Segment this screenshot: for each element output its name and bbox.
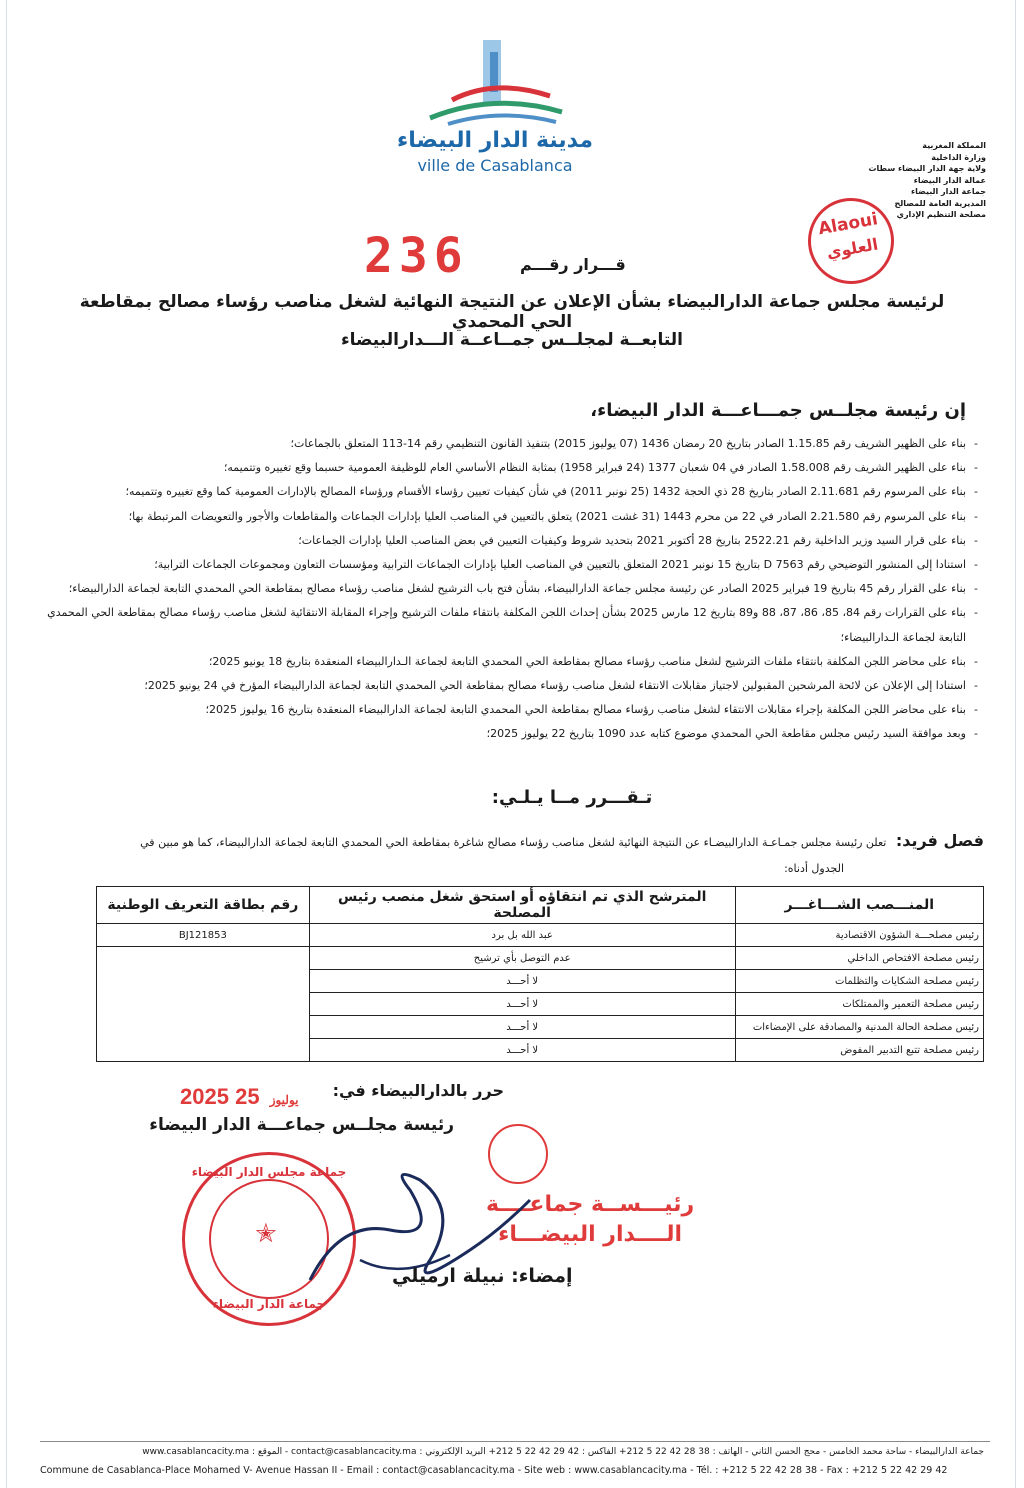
role-stamp-line1: رئيـــســة جماعــــة [486, 1192, 695, 1217]
logo-french-text: ville de Casablanca [417, 156, 573, 175]
decision-number: 236 [364, 228, 469, 284]
admin-line: مصلحة التنظيم الإداري [896, 210, 986, 219]
cell-cin-empty [97, 947, 310, 1062]
consideration-item: - بناء على الظهير الشريف رقم 1.58.008 الصادر في 04 شعبان 1377 (24 فبراير 1958) بمثابة النظام الأساسي العام للوظيفة العمومية حسبما وقع تغييره وتتميمه؛ [40, 456, 978, 480]
consideration-item: - بناء على قرار السيد وزير الداخلية رقم 2522.21 بتاريخ 28 أكتوبر 2021 بتحديد شروط وكيفيات التعيين في بعض المناصب العليا بإدارات الجماعات؛ [40, 529, 978, 553]
decides-heading: تـقـــرر مــا يـلـي: [491, 787, 653, 808]
decision-label: قـــرار رقـــم [520, 255, 626, 274]
article-lead: فصل فريد: [895, 831, 984, 850]
admin-line: ولاية جهة الدار البيضاء سطات [868, 164, 986, 173]
date-stamp [180, 1084, 303, 1110]
admin-line: المملكة المغربية [922, 141, 986, 150]
logo-mark-icon [390, 30, 600, 130]
cell-post: رئيس مصلحة الافتحاص الداخلي [735, 947, 983, 970]
consideration-item: - وبعد موافقة السيد رئيس مجلس مقاطعة الحي المحمدي موضوع كتابه عدد 1090 بتاريخ 22 يوليوز 2025؛ [40, 722, 978, 746]
consideration-item: - بناء على القرارات رقم 84، 85، 86، 87، 88 و89 بتاريخ 12 مارس 2025 بشأن إحداث اللجن المكلفة بانتقاء ملفات الترشيح وإجراء المقابلة الانتقائية لشغل مناصب رؤساء مصالح بمقاطعة الحي المحمدي التابعة لجماعة الـدارالبيضاء؛ [40, 601, 978, 649]
place-line: حرر بالدارالبيضاء في: [332, 1081, 504, 1100]
admin-line: عمالة الدار البيضاء [913, 175, 986, 185]
cell-candidate: لا أحـــد [309, 1016, 735, 1039]
considerations-list [40, 432, 978, 747]
role-stamp-line2: الــــدار البيضـــاء [498, 1222, 683, 1247]
consideration-item: - استنادا إلى الإعلان عن لائحة المرشحين المقبولين لاجتياز مقابلات الانتقاء لشغل مناصب رؤساء مصالح بمقاطعة الحي المحمدي التابعة لجماعة الدارالبيضاء المؤرخ في 24 يونيو 2025؛ [40, 674, 978, 698]
seal-star-icon: ✭ [255, 1219, 277, 1249]
cell-post: رئيس مصلحة الشكايات والتظلمات [735, 970, 983, 993]
admin-line: وزارة الداخلية [931, 152, 986, 162]
date-year: 2025 [180, 1084, 229, 1109]
preamble-intro: إن رئيسة مجلــس جمـــاعـــة الدار البيضاء، [590, 400, 966, 421]
table-header-row [97, 887, 984, 924]
consideration-item: - بناء على القرار رقم 45 بتاريخ 19 فبراير 2025 الصادر عن رئيسة مجلس جماعة الدارالبيضاء، بشأن فتح باب الترشيح لشغل مناصب رؤساء مصالح بمقاطعة الحي المحمدي التابعة لجماعة الدارالبيضاء؛ [40, 577, 978, 601]
cell-post: رئيس مصلحة التعمير والممتلكات [735, 993, 983, 1016]
header-vacant-post: المنـــصب الشـــاغـــر [735, 887, 983, 924]
cell-cin: BJ121853 [97, 924, 310, 947]
consideration-item: - استنادا إلى المنشور التوضيحي رقم D 7563 بتاريخ 15 نونبر 2021 المتعلق بالتعيين في المناصب العليا بإدارات الجماعات الترابية ومؤسسات التعاون ومجموعات الجماعات الترابية؛ [40, 553, 978, 577]
seal-top-text: جماعة مجلس الدار البيضاء [191, 1165, 347, 1179]
footer-arabic: جماعة الدارالبيضاء - ساحة محمد الخامس - محج الحسن الثاني - الهاتف : 38 28 42 22 5 212+ الفاكس : 42 29 42 22 5 212+ البريد الإلكتروني : contact@casablancacity.ma - الموقع : www.casablancacity.ma [142, 1447, 984, 1457]
consideration-item: - بناء على محاضر اللجن المكلفة بإجراء مقابلات الانتقاء لشغل مناصب رؤساء مصالح بمقاطعة الحي المحمدي التابعة لجماعة الدارالبيضاء المنعقدة بتاريخ 16 يوليوز 2025؛ [40, 698, 978, 722]
cell-post: رئيس مصلحـــة الشؤون الاقتصادية [735, 924, 983, 947]
cell-candidate: عدم التوصل بأي ترشيح [309, 947, 735, 970]
consideration-item: - بناء على المرسوم رقم 2.11.681 الصادر بتاريخ 28 ذي الحجة 1432 (25 نونبر 2011) في شأن كيفيات تعيين رؤساء الأقسام ورؤساء المصالح بالإدارات العمومية كما وقع تغييره وتتميمه؛ [40, 480, 978, 504]
cell-candidate: عبد الله بل برد [309, 924, 735, 947]
consideration-item: - بناء على الظهير الشريف رقم 1.15.85 الصادر بتاريخ 20 رمضان 1436 (07 يوليوز 2015) بتنفيذ القانون التنظيمي رقم 14-113 المتعلق بالجماعات؛ [40, 432, 978, 456]
admin-line: جماعة الدار البيضاء [911, 187, 986, 196]
stamp-arabic-name: العلوي [825, 234, 880, 263]
signer-name: إمضاء: نبيلة ارميلي [392, 1265, 573, 1287]
single-article [80, 828, 984, 856]
footer-french: Commune de Casablanca-Place Mohamed V- Avenue Hassan II - Email : contact@casablancacity.ma - Site web : www.casablancacity.ma - Tél. : +212 5 22 42 28 38 - Fax : +212 5 22 42 29 42 [40, 1465, 948, 1476]
consideration-item: - بناء على المرسوم رقم 2.21.580 الصادر في 22 من محرم 1443 (31 غشت 2021) يتعلق بالتعيين في المناصب العليا بإدارات الجماعات والمقاطعات والأجور والتعويضات المرتبطة بها؛ [40, 505, 978, 529]
decision-title-line2: التابعــة لمجلــس جمــاعــة الـــدارالبيضاء [340, 330, 683, 350]
city-logo [390, 30, 600, 180]
stamp-latin-name: Alaoui [816, 209, 880, 240]
date-day: 25 [235, 1084, 260, 1109]
cell-candidate: لا أحـــد [309, 1039, 735, 1062]
scan-edge-left [6, 0, 7, 1488]
admin-line: المديرية العامة للمصالح [894, 198, 986, 208]
table-row [97, 947, 984, 970]
date-month: يوليوز [269, 1093, 299, 1107]
signer-title: رئيسة مجلــس جماعـــة الدار البيضاء [149, 1115, 454, 1135]
scan-edge-right [1015, 0, 1016, 1488]
header-selected-candidate: المترشح الذي تم انتقاؤه أو استحق شغل منصب رئيس المصلحة [309, 887, 735, 924]
consideration-item: - بناء على محاضر اللجن المكلفة بانتقاء ملفات الترشيح لشغل مناصب رؤساء مصالح بمقاطعة الحي المحمدي التابعة لجماعة الـدارالبيضاء المنعقدة بتاريخ 18 يونيو 2025؛ [40, 650, 978, 674]
table-row [97, 924, 984, 947]
article-text: تعلن رئيسة مجلس جمـاعـة الدارالبيضـاء عن النتيجة النهائية لشغل مناصب رؤساء مصالح شاغرة بمقاطعة الحي المحمدي التابعة لجماعة الدارالبيضاء، كما هو مبين في [140, 836, 887, 849]
footer-divider [40, 1441, 990, 1442]
cell-post: رئيس مصلحة تتبع التدبير المفوض [735, 1039, 983, 1062]
cell-candidate: لا أحـــد [309, 993, 735, 1016]
decision-title-line1: لرئيسة مجلس جماعة الدارالبيضاء بشأن الإعلان عن النتيجة النهائية لشغل مناصب رؤساء مصالح بمقاطعة الحي المحمدي [79, 292, 945, 332]
header-national-id: رقم بطاقة التعريف الوطنية [97, 887, 310, 924]
article-below: الجدول أدناه: [784, 862, 844, 875]
seal-bottom-text: جماعة الدار البيضاء [212, 1297, 326, 1311]
results-table [96, 886, 984, 1062]
logo-arabic-text: مدينة الدار البيضاء [397, 128, 593, 153]
cell-post: رئيس مصلحة الحالة المدنية والمصادقة على الإمضاءات [735, 1016, 983, 1039]
cell-candidate: لا أحـــد [309, 970, 735, 993]
